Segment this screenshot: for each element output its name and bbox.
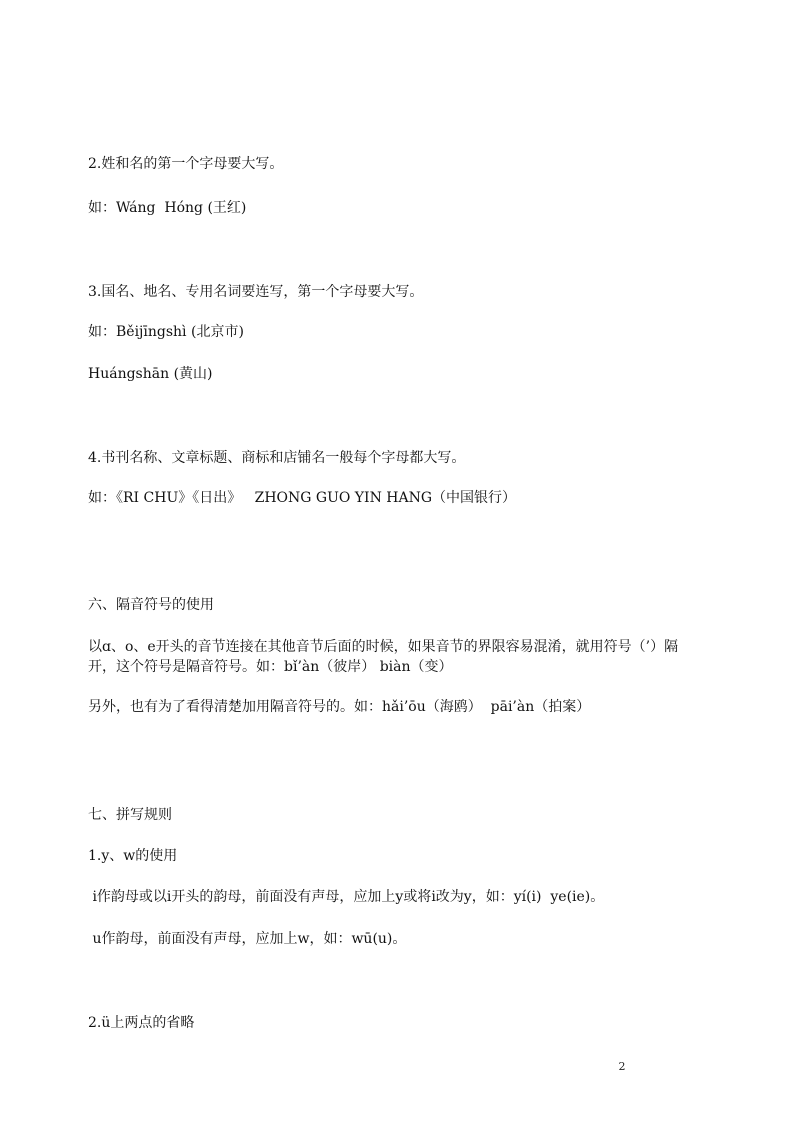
rule-3-example-2: Huángshān (黄山) bbox=[88, 366, 213, 382]
umlaut-omission-heading: 2.ü上两点的省略 bbox=[88, 1015, 195, 1031]
section-7-title: 七、拼写规则 bbox=[88, 807, 172, 823]
section-6-paragraph: 以ɑ、o、e开头的音节连接在其他音节后面的时候，如果音节的界限容易混淆，就用符号（’）隔开，这个符号是隔音符号。如：bǐ’àn（彼岸） biàn（变） bbox=[88, 639, 679, 675]
yw-usage-rule-u: u作韵母，前面没有声母，应加上w，如：wū(u)。 bbox=[88, 931, 407, 947]
rule-4-heading: 4.书刊名称、文章标题、商标和店铺名一般每个字母都大写。 bbox=[88, 450, 466, 466]
page-number: 2 bbox=[618, 1060, 626, 1073]
rule-3-example-1: 如：Běijīngshì (北京市) bbox=[88, 324, 244, 340]
section-6-additional-note: 另外，也有为了看得清楚加用隔音符号的。如：hǎi’ōu（海鸥） pāi’àn（拍案） bbox=[88, 699, 591, 715]
rule-3-heading: 3.国名、地名、专用名词要连写，第一个字母要大写。 bbox=[88, 284, 424, 300]
yw-usage-heading: 1.y、w的使用 bbox=[88, 848, 178, 864]
rule-4-example: 如：《RI CHU》《日出》 ZHONG GUO YIN HANG（中国银行） bbox=[88, 490, 517, 506]
yw-usage-rule-i: i作韵母或以i开头的韵母，前面没有声母，应加上y或将i改为y，如：yí(i) ye(ie)。 bbox=[88, 889, 605, 905]
section-6-title: 六、隔音符号的使用 bbox=[88, 597, 214, 613]
rule-2-example: 如：Wáng Hóng (王红) bbox=[88, 200, 247, 216]
rule-2-heading: 2.姓和名的第一个字母要大写。 bbox=[88, 156, 284, 172]
